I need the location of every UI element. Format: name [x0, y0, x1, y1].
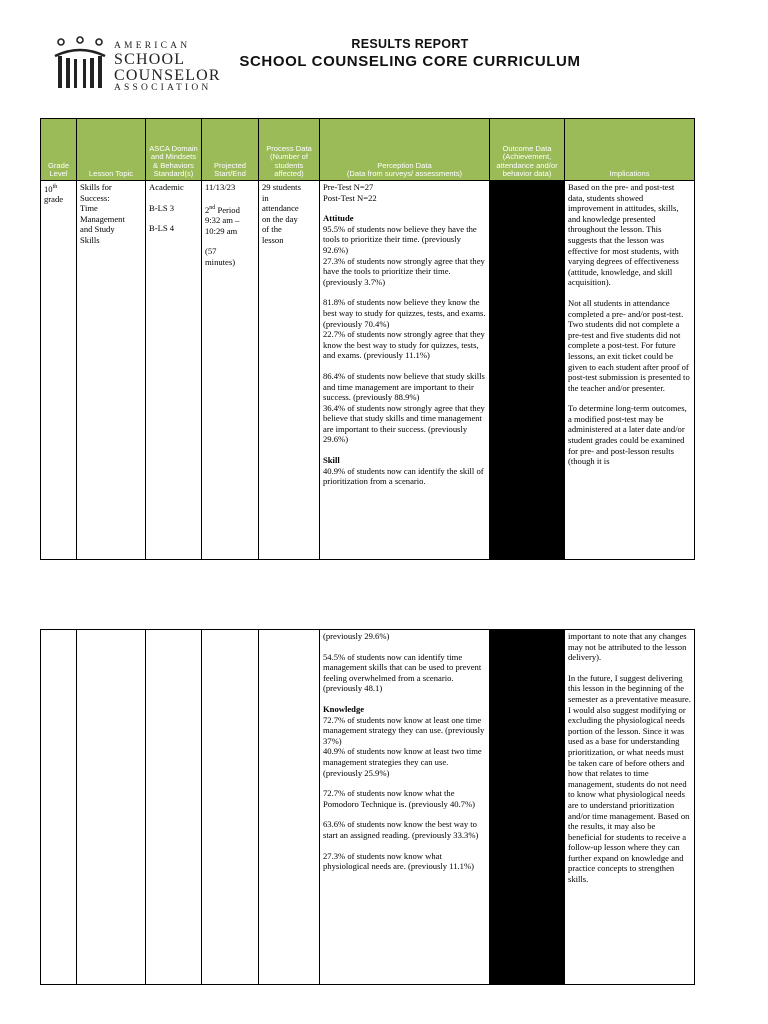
report-title-block [225, 37, 595, 70]
cell-perception: (previously 29.6%) 54.5% of students now can identify time management skills that can be used to prevent feeling overwhelmed from a scenario. (previously 48.1) Knowledge 72.7% of students now know at least one time management strategy they can use. (previously 37%) 40.9% of students now know at least two time management strategies they can use. (previously 25.9%) 72.7% of students now know what the Pomodoro Technique is. (previously 40.7%) 63.6% of students now know the best way to start an assigned reading. (previously 33.3%) 27.3% of students now know what physiological needs are. (previously 11.1%) [320, 630, 490, 985]
knowledge-heading: Knowledge [323, 703, 365, 714]
posttest-n: Post-Test N=22 [323, 192, 377, 203]
table-header-row [41, 119, 695, 181]
cell-topic [77, 630, 146, 985]
asca-logo-wordmark: AMERICAN SCHOOL COUNSELOR ASSOCIATION [114, 41, 221, 93]
cell-projected [202, 630, 259, 985]
col-header-process: Process Data (Number of students affected) [259, 119, 320, 181]
cell-grade [41, 630, 77, 985]
col-header-grade: Grade Level [41, 119, 77, 181]
col-header-implications: Implications [565, 119, 695, 181]
report-title: RESULTS REPORT [351, 37, 469, 51]
cell-implications: Based on the pre- and post-test data, students showed improvement in attitudes, skills, and knowledge presented throughout the lesson. This suggests that the lesson was effective for most students, with varying degrees of effectiveness (attitude, knowledge, and skill acquisition). Not all students in attendance completed a pre- and/or post-test. Two students did not complete a pre-test and five students did not complete a post-test. For future lessons, an exit ticket could be given to each student after proof of post-test submission is presented to the teacher and/or presenter. To determine long-term outcomes, a modified post-test may be administered at a later date and/or student grades could be examined for pre- and post-lesson results (though it is [565, 181, 695, 560]
results-table-page-1 [40, 118, 695, 560]
cell-outcome [490, 181, 565, 560]
col-header-asca: ASCA Domain and Mindsets & Behaviors Standard(s) [146, 119, 202, 181]
pretest-n: Pre-Test N=27 [323, 182, 374, 192]
asca-logo-icon [52, 36, 108, 92]
cell-outcome [490, 630, 565, 985]
cell-implications: important to note that any changes may not be attributed to the lesson delivery). In the future, I suggest delivering this lesson in the beginning of the semester as a preventative measure. I would also suggest modifying or excluding the physiological needs portion of the lesson. Since it was used as a base for understanding prioritization, or what needs must be taken care of before others and how that relates to time management, students do not need to know what physiological needs are to understand prioritization and/or time management. Based on the results, it may also be beneficial for students to receive a follow-up lesson where they can further expand on knowledge and practice concepts to strengthen skills. [565, 630, 695, 985]
cell-perception: Pre-Test N=27 Post-Test N=22 Attitude 95.5% of students now believe they have the tools to prioritize their time. (previously 92.6%) 27.3% of students now strongly agree that they have the tools to prioritize their time. (previously 3.7%) 81.8% of students now believe they know the best way to study for quizzes, tests, and exams. (previously 70.4%) 22.7% of students now strongly agree that they know the best way to study for quizzes, tests, and exams. (previously 11.1%) 86.4% of students now believe that study skills and time management are important to their success. (previously 88.9%) 36.4% of students now strongly agree that they believe that study skills and time management are important to their success. (previously 29.6%) Skill 40.9% of students now can identify the skill of prioritization from a scenario. [320, 181, 490, 560]
attitude-heading: Attitude [323, 213, 354, 224]
cell-asca [146, 630, 202, 985]
cell-projected: 11/13/23 2nd Period 9:32 am – 10:29 am (57 minutes) [202, 181, 259, 560]
table-row [41, 630, 695, 985]
results-table-page-2 [40, 629, 695, 985]
skill-heading: Skill [323, 455, 340, 466]
cell-process [259, 630, 320, 985]
cell-grade: 10th grade [41, 181, 77, 560]
cell-topic: Skills for Success: Time Management and Study Skills [77, 181, 146, 560]
asca-logo [52, 36, 221, 96]
cell-process: 29 students in attendance on the day of the lesson [259, 181, 320, 560]
table-row [41, 181, 695, 560]
col-header-outcome: Outcome Data (Achievement, attendance and/or behavior data) [490, 119, 565, 181]
cell-asca: Academic B-LS 3 B-LS 4 [146, 181, 202, 560]
col-header-topic: Lesson Topic [77, 119, 146, 181]
report-subtitle: SCHOOL COUNSELING CORE CURRICULUM [239, 53, 581, 70]
col-header-projected: Projected Start/End [202, 119, 259, 181]
col-header-perception: Perception Data (Data from surveys/ assessments) [320, 119, 490, 181]
